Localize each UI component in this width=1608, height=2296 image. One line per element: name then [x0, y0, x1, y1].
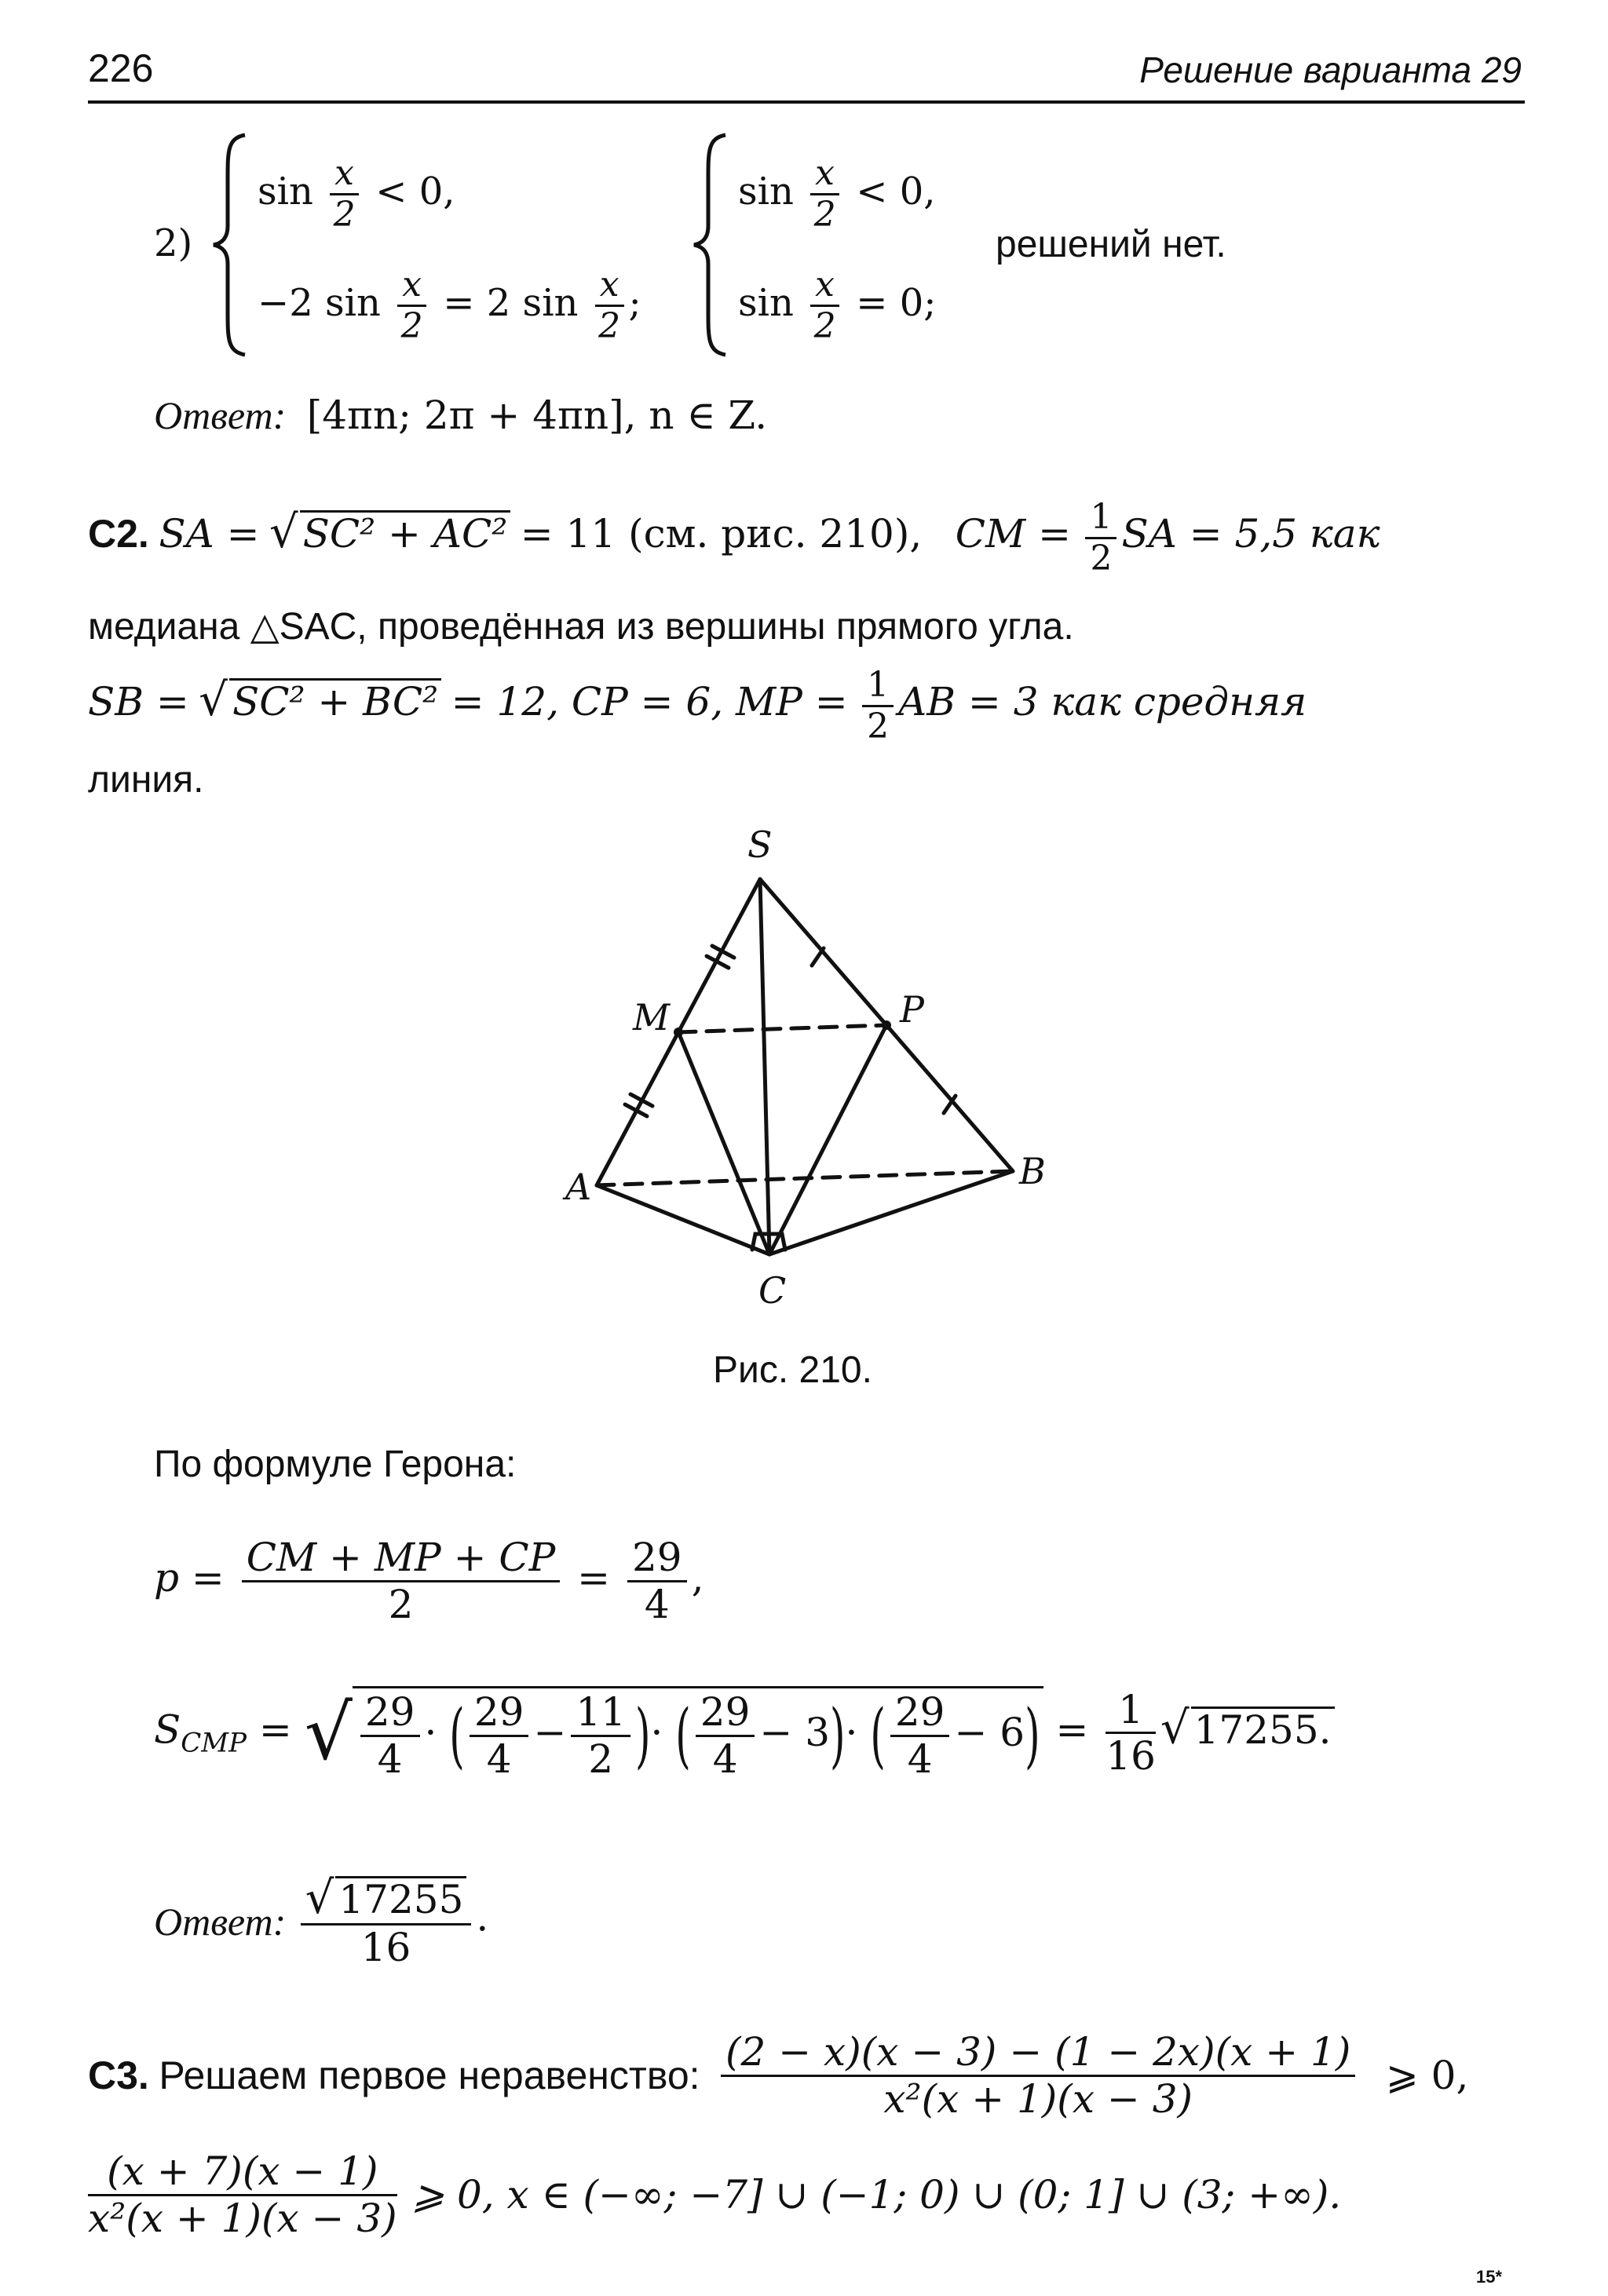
- header-rule: [88, 100, 1525, 104]
- c2-line2: медиана △SAC, проведённая из вершины прямого угла.: [88, 606, 1074, 648]
- system-brace-right: [691, 132, 730, 358]
- c1-answer: Ответ: [4πn; 2π + 4πn], n ∈ Z.: [154, 392, 768, 438]
- running-title: Решение варианта 29: [1139, 49, 1522, 90]
- label-S: S: [747, 823, 773, 866]
- c2-line1: C2. SA = √ SC² + AC² = 11 (см. рис. 210), CM = $\frac{1}{2}$ SA = 5,5 как: [88, 497, 1380, 579]
- label-M: M: [633, 996, 671, 1038]
- label-C: C: [758, 1269, 787, 1312]
- label-A: A: [565, 1166, 592, 1208]
- figure-210-pyramid: [550, 816, 1068, 1319]
- system2-line2: sin $\frac{x}{2}$ = 0;: [738, 265, 937, 347]
- label-P: P: [900, 988, 924, 1031]
- case-label: 2): [154, 221, 193, 265]
- c2-line4: линия.: [88, 759, 204, 801]
- semi-perimeter-formula: p = $\frac{CM + MP + CP}{2}$ = $\frac{29}{4}$ ,: [154, 1535, 704, 1627]
- c3-line1: C3. Решаем первое неравенство: $\frac{(2 - x)(x - 3) - (1 - 2x)(x + 1)}{\text{x²(x + 1)(x − 3)}}$ ⩾ 0,: [88, 2029, 1469, 2122]
- system-brace-left: [210, 132, 250, 358]
- c2-line3: SB = √ SC² + BC² = 12, CP = 6, MP = $\frac{1}{2}$ AB = 3 как средняя: [88, 665, 1307, 747]
- c3-line2: $\frac{(x + 7)(x - 1)}{\text{x²(x + 1)(x − 3)}}$ ⩾ 0, x ∈ (−∞; −7] ∪ (−1; 0) ∪ (0; 1] ∪ (3; +∞).: [88, 2148, 1342, 2241]
- label-B: B: [1019, 1150, 1046, 1192]
- no-solutions-text: решений нет.: [996, 224, 1226, 265]
- area-formula: $S_{CMP}$ = √ $\frac{29}{4}$ · ( $\frac{29}{4}$ − $\frac{11}{2}$ )· ( $\frac{29}{4}$ − 3)· ( $\frac{29}{4}$ − 6) = $\frac{1}{16}$ √ 17255.: [154, 1686, 1335, 1779]
- signature-mark: 15*: [1476, 2267, 1503, 2287]
- figure-caption: Рис. 210.: [713, 1349, 872, 1391]
- heron-intro: По формуле Герона:: [154, 1444, 517, 1485]
- system1-line2: −2 sin $\frac{x}{2}$ = 2 sin $\frac{x}{2}$ ;: [258, 265, 641, 347]
- system1-line1: sin $\frac{x}{2}$ < 0,: [258, 153, 455, 235]
- page-number: 226: [88, 46, 154, 90]
- system2-line1: sin $\frac{x}{2}$ < 0,: [738, 153, 936, 235]
- c2-answer: Ответ: $\frac{√ 17255}{16}$ .: [154, 1871, 489, 1971]
